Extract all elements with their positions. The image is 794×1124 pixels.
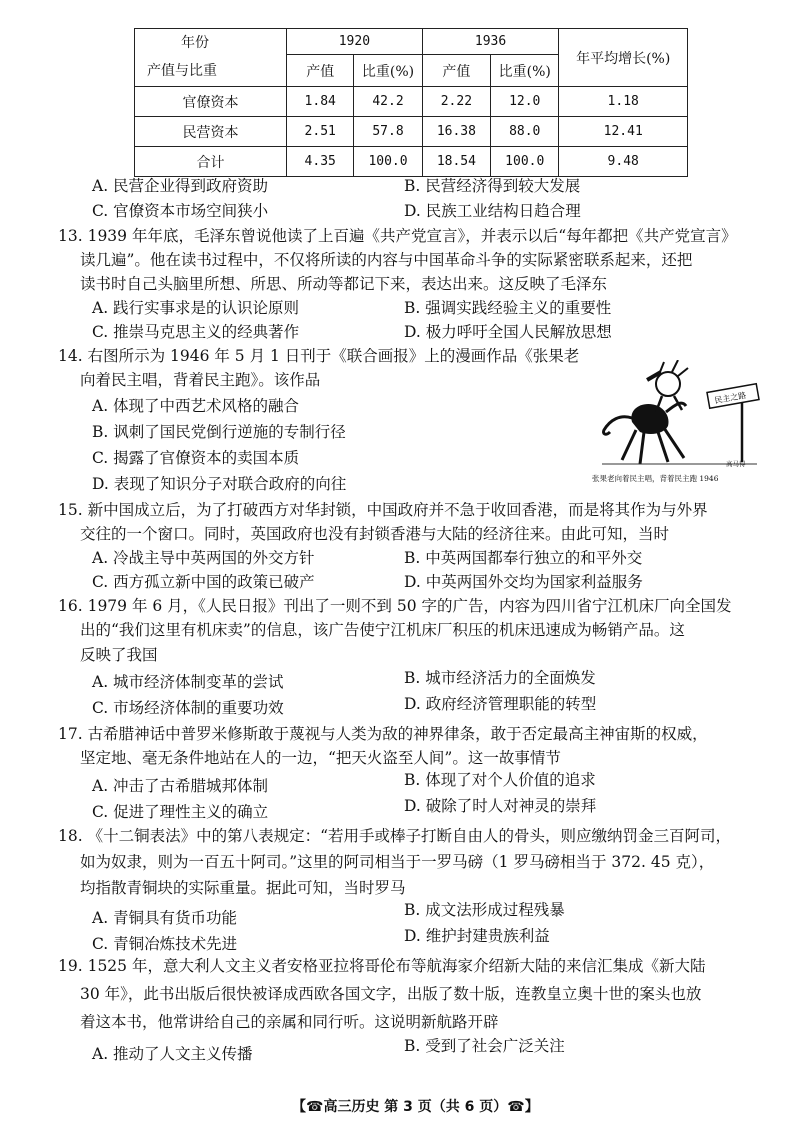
cell: 4.35 <box>287 147 354 177</box>
q18-option-c[interactable]: C. 青铜冶炼技术先进 <box>92 935 238 953</box>
cell: 18.54 <box>422 147 490 177</box>
q13-option-d[interactable]: D. 极力呼吁全国人民解放思想 <box>404 323 612 341</box>
q13-stem-line3: 读书时自己头脑里所想、所思、所动等都记下来，表达出来。这反映了毛泽东 <box>80 275 608 293</box>
q17-option-d[interactable]: D. 破除了时人对神灵的崇拜 <box>404 797 597 815</box>
q15-option-b[interactable]: B. 中英两国都奉行独立的和平外交 <box>404 549 643 567</box>
q14-stem-line1: 14. 右图所示为 1946 年 5 月 1 日刊于《联合画报》上的漫画作品《张果老 <box>58 347 580 365</box>
q16-stem-line1: 16. 1979 年 6 月，《人民日报》刊出了一则不到 50 字的广告，内容为四川省宁江机床厂向全国发 <box>58 597 732 615</box>
cell: 16.38 <box>422 117 490 147</box>
header-item: 产值与比重 <box>135 55 287 87</box>
table-row <box>135 87 688 117</box>
row-label: 合计 <box>135 147 287 177</box>
q16-stem-line2: 出的“我们这里有机床卖”的信息，该广告使宁江机床厂积压的机床迅速成为畅销产品。这 <box>80 621 685 639</box>
q14-option-c[interactable]: C. 揭露了官僚资本的卖国本质 <box>92 449 300 467</box>
cell: 88.0 <box>491 117 559 147</box>
q17-stem-line1: 17. 古希腊神话中普罗米修斯敢于蔑视与人类为敌的神界律条，敢于否定最高主神宙斯的权威， <box>58 725 708 743</box>
q17-option-a[interactable]: A. 冲击了古希腊城邦体制 <box>92 777 269 795</box>
header-year-1936: 1936 <box>422 29 559 55</box>
q17-stem-line2: 坚定地、毫无条件地站在人的一边，“把天火盗至人间”。这一故事情节 <box>80 749 561 767</box>
row-label: 官僚资本 <box>135 87 287 117</box>
cell: 100.0 <box>354 147 422 177</box>
q18-option-d[interactable]: D. 维护封建贵族利益 <box>404 927 550 945</box>
q19-stem-line2: 30 年》，此书出版后很快被译成西欧各国文字，出版了数十版，连教皇立奥十世的案头也放 <box>80 985 702 1003</box>
q12-option-a[interactable]: A. 民营企业得到政府资助 <box>92 177 269 195</box>
cell: 1.84 <box>287 87 354 117</box>
cartoon-artist: 高马得 <box>726 460 746 468</box>
sign-text: 民主之路 <box>713 390 747 406</box>
header-year-1920: 1920 <box>287 29 423 55</box>
q15-stem-line1: 15. 新中国成立后，为了打破西方对华封锁，中国政府并不急于收回香港，而是将其作为与外界 <box>58 501 708 519</box>
q18-stem-line3: 均指散青铜块的实际重量。据此可知，当时罗马 <box>80 879 406 897</box>
cell: 12.0 <box>491 87 559 117</box>
q14-option-a[interactable]: A. 体现了中西艺术风格的融合 <box>92 397 300 415</box>
q13-option-b[interactable]: B. 强调实践经验主义的重要性 <box>404 299 612 317</box>
cell: 2.22 <box>422 87 490 117</box>
q15-option-d[interactable]: D. 中英两国外交均为国家利益服务 <box>404 573 643 591</box>
q16-option-b[interactable]: B. 城市经济活力的全面焕发 <box>404 669 596 687</box>
q13-option-a[interactable]: A. 践行实事求是的认识论原则 <box>92 299 300 317</box>
q19-option-a[interactable]: A. 推动了人文主义传播 <box>92 1045 253 1063</box>
table-row <box>135 117 688 147</box>
q16-option-a[interactable]: A. 城市经济体制变革的尝试 <box>92 673 284 691</box>
q18-stem-line2: 如为奴隶，则为一百五十阿司。”这里的阿司相当于一罗马磅（1 罗马磅相当于 372. 45 克）， <box>80 853 715 871</box>
page-footer: 【☎高三历史 第 3 页（共 6 页）☎】 <box>292 1099 539 1115</box>
q18-option-b[interactable]: B. 成文法形成过程残暴 <box>404 901 565 919</box>
q16-stem-line3: 反映了我国 <box>80 646 158 664</box>
table-row <box>135 147 688 177</box>
cell: 1.18 <box>559 87 688 117</box>
col-output-1920: 产值 <box>287 55 354 87</box>
q18-option-a[interactable]: A. 青铜具有货币功能 <box>92 909 238 927</box>
q14-option-d[interactable]: D. 表现了知识分子对联合政府的向往 <box>92 475 347 493</box>
q16-option-d[interactable]: D. 政府经济管理职能的转型 <box>404 695 597 713</box>
q13-stem-line2: 读几遍”。他在读书过程中，不仅将所读的内容与中国革命斗争的实际紧密联系起来，还把 <box>80 251 693 269</box>
q12-option-c[interactable]: C. 官僚资本市场空间狭小 <box>92 202 269 220</box>
q16-option-c[interactable]: C. 市场经济体制的重要功效 <box>92 699 284 717</box>
capital-output-table <box>134 28 688 177</box>
col-share-1920: 比重(%) <box>354 55 422 87</box>
cell: 42.2 <box>354 87 422 117</box>
col-share-1936: 比重(%) <box>491 55 559 87</box>
q14-stem-line2: 向着民主唱，背着民主跑》。该作品 <box>80 371 321 389</box>
q14-option-b[interactable]: B. 讽刺了国民党倒行逆施的专制行径 <box>92 423 346 441</box>
q13-option-c[interactable]: C. 推崇马克思主义的经典著作 <box>92 323 300 341</box>
q12-option-b[interactable]: B. 民营经济得到较大发展 <box>404 177 581 195</box>
q19-stem-line1: 19. 1525 年，意大利人文主义者安格亚拉将哥伦布等航海家介绍新大陆的来信汇集成《新大陆 <box>58 957 706 975</box>
cell: 9.48 <box>559 147 688 177</box>
q13-stem-line1: 13. 1939 年年底，毛泽东曾说他读了上百遍《共产党宣言》，并表示以后“每年都把《共产党宣言》 <box>58 227 737 245</box>
q17-option-c[interactable]: C. 促进了理性主义的确立 <box>92 803 269 821</box>
q19-option-b[interactable]: B. 受到了社会广泛关注 <box>404 1037 565 1055</box>
cell: 57.8 <box>354 117 422 147</box>
q18-stem-line1: 18. 《十二铜表法》中的第八表规定：“若用手或棒子打断自由人的骨头，则应缴纳罚金三百阿司， <box>58 827 732 845</box>
q12-option-d[interactable]: D. 民族工业结构日趋合理 <box>404 202 581 220</box>
q15-option-a[interactable]: A. 冷战主导中英两国的外交方针 <box>92 549 315 567</box>
header-growth: 年平均增长(%) <box>559 29 688 87</box>
q19-stem-line3: 着这本书，他常讲给自己的亲属和同行听。这说明新航路开辟 <box>80 1013 499 1031</box>
q17-option-b[interactable]: B. 体现了对个人价值的追求 <box>404 771 596 789</box>
col-output-1936: 产值 <box>422 55 490 87</box>
cell: 2.51 <box>287 117 354 147</box>
cartoon-caption: 张果老向着民主唱，背着民主跑 1946 <box>592 474 719 483</box>
q15-option-c[interactable]: C. 西方孤立新中国的政策已破产 <box>92 573 315 591</box>
cartoon-image <box>592 360 762 470</box>
row-label: 民营资本 <box>135 117 287 147</box>
header-year: 年份 <box>135 29 287 55</box>
cell: 100.0 <box>491 147 559 177</box>
cell: 12.41 <box>559 117 688 147</box>
q15-stem-line2: 交往的一个窗口。同时，英国政府也没有封锁香港与大陆的经济往来。由此可知，当时 <box>80 525 670 543</box>
